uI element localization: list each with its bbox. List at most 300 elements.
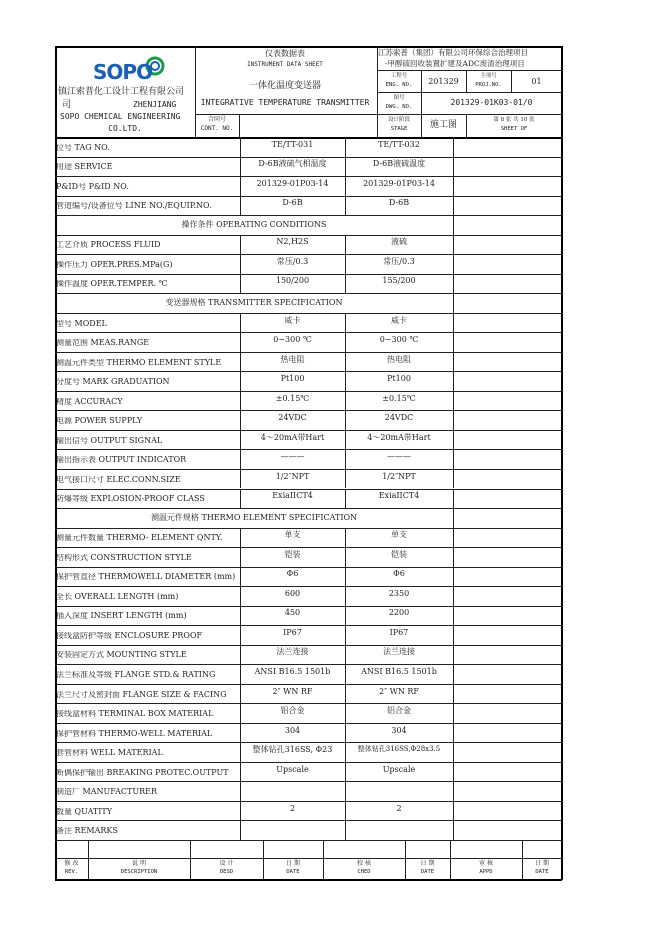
v-rule	[345, 801, 346, 821]
dwg-no-value: 201329-01K03-01/0	[450, 98, 533, 107]
project-name-line1: 江苏索普（集团）有限公司环保综合治理项目	[378, 48, 528, 57]
v-rule	[240, 820, 241, 840]
value-cell-2: ANSI B16.5 1501b	[361, 667, 437, 676]
value-cell-1: 600	[284, 588, 301, 598]
stage-label-cn: 设计阶段	[387, 117, 410, 123]
data-sheet	[55, 46, 562, 880]
value-cell-2: 304	[391, 725, 407, 735]
v-rule	[421, 70, 422, 137]
v-rule	[263, 840, 264, 880]
h-rule	[55, 586, 562, 587]
value-cell-1: D-6B液硫气相温度	[258, 159, 327, 169]
row-label: 精度 ACCURACY	[56, 397, 123, 406]
v-rule	[453, 430, 454, 450]
v-rule	[453, 528, 454, 548]
row-label: 安装固定方式 MOUNTING STYLE	[56, 651, 187, 660]
value-cell-2: 2200	[388, 608, 410, 618]
v-rule	[88, 840, 89, 880]
row-label: 法兰尺寸及密封面 FLANGE SIZE & FACING	[56, 690, 227, 699]
v-rule	[240, 567, 241, 587]
row-label: 保护管材料 THERMO-WELL MATERIAL	[56, 729, 213, 738]
v-rule	[453, 586, 454, 606]
v-rule	[240, 645, 241, 665]
revision-header-en: DATE	[286, 869, 300, 875]
v-rule	[240, 410, 241, 430]
h-rule	[55, 762, 562, 763]
v-rule	[345, 781, 346, 801]
dwg-no-label-en: DWG. NO.	[385, 104, 413, 110]
row-label: 电气接口尺寸 ELEC.CONN.SIZE	[56, 475, 181, 484]
v-rule	[453, 703, 454, 723]
value-cell-1: 304	[284, 725, 301, 735]
v-rule	[345, 430, 346, 450]
device-name-cn: 一体化温度变送器	[248, 81, 321, 91]
v-rule	[453, 664, 454, 684]
value-cell-1: IP67	[283, 627, 302, 637]
row-label: 保护管直径 THERMOWELL DIAMETER (mm)	[56, 573, 236, 582]
v-rule	[453, 547, 454, 567]
value-cell-1: 150/200	[275, 276, 310, 286]
value-cell-2: IP67	[389, 627, 409, 637]
row-label: 全长 OVERALL LENGTH (mm)	[56, 592, 179, 601]
revision-header-en: DATE	[535, 869, 549, 875]
row-label: 测量范围 MEAS.RANGE	[56, 339, 150, 348]
v-rule	[453, 157, 454, 177]
v-rule	[453, 684, 454, 704]
v-rule	[345, 820, 346, 840]
h-rule	[55, 157, 562, 158]
v-rule	[345, 703, 346, 723]
h-rule	[55, 703, 562, 704]
v-rule	[453, 801, 454, 821]
value-cell-2: 威卡	[391, 315, 407, 325]
section-title: 测温元件规格 THERMO ELEMENT SPECIFICATION	[150, 512, 358, 522]
h-rule	[55, 352, 562, 353]
v-rule	[345, 352, 346, 372]
v-rule	[453, 723, 454, 743]
stage-value: 施工图	[429, 120, 457, 130]
row-label: 插入深度 INSERT LENGTH (mm)	[56, 612, 187, 621]
v-rule	[240, 469, 241, 489]
row-label: 电源 POWER SUPPLY	[56, 417, 143, 426]
v-rule	[450, 840, 451, 880]
v-rule	[453, 508, 454, 528]
v-rule	[453, 352, 454, 372]
proj-no-label-en: PROJ.NO.	[475, 82, 502, 88]
v-rule	[345, 332, 346, 352]
v-rule	[240, 137, 241, 157]
v-rule	[240, 664, 241, 684]
value-cell-1: ANSI B16.5 1501b	[254, 667, 331, 676]
sheet-title-en: INSTRUMENT DATA SHEET	[247, 61, 323, 68]
row-label: 型号 MODEL	[56, 319, 107, 328]
value-cell-1: 0~300 ℃	[273, 335, 312, 345]
h-rule	[55, 567, 562, 568]
value-cell-2: ———	[387, 452, 411, 462]
h-rule	[55, 528, 562, 529]
company-name-cn-line2: 司	[62, 100, 72, 110]
h-rule	[55, 858, 562, 859]
value-cell-2: 2″ WN RF	[379, 686, 419, 696]
v-rule	[345, 196, 346, 216]
section-title: 变送器规格 TRANSMITTER SPECIFICATION	[165, 297, 343, 307]
v-rule	[240, 684, 241, 704]
v-rule	[453, 781, 454, 801]
revision-header-cn: 校 核	[357, 860, 371, 867]
v-rule	[240, 176, 241, 196]
v-rule	[345, 645, 346, 665]
v-rule	[240, 781, 241, 801]
v-rule	[345, 762, 346, 782]
h-rule	[55, 645, 562, 646]
value-cell-2: D-6B液硫温度	[372, 159, 426, 169]
v-rule	[345, 586, 346, 606]
v-rule	[240, 762, 241, 782]
v-rule	[345, 567, 346, 587]
row-label: 测量元件数量 THERMO- ELEMENT QNTY.	[56, 534, 223, 543]
v-rule	[453, 137, 454, 157]
h-rule	[55, 606, 562, 607]
h-rule	[377, 114, 562, 115]
v-rule	[240, 625, 241, 645]
v-rule	[239, 114, 240, 137]
v-rule	[453, 215, 454, 235]
v-rule	[345, 176, 346, 196]
h-rule	[55, 196, 562, 197]
contract-label-en: CONT. NO.	[200, 125, 234, 132]
v-rule	[345, 625, 346, 645]
v-rule	[240, 196, 241, 216]
h-rule	[195, 114, 377, 115]
value-cell-1: 热电阻	[280, 354, 305, 364]
dwg-no-label-cn: 图号	[393, 95, 405, 101]
revision-header-cn: 日 期	[286, 860, 300, 867]
h-rule	[55, 801, 562, 802]
value-cell-1: ———	[280, 452, 305, 462]
value-cell-2: 整体钻孔316SS,Φ28x3.5	[357, 745, 441, 754]
v-rule	[453, 625, 454, 645]
eng-no-value: 201329	[428, 77, 459, 86]
v-rule	[240, 547, 241, 567]
logo-text: SOPO	[93, 60, 153, 84]
v-rule	[453, 313, 454, 333]
section-title: 操作条件 OPERATING CONDITIONS	[181, 219, 327, 229]
row-label: 位号 TAG NO.	[56, 143, 110, 152]
v-rule	[195, 46, 196, 137]
h-rule	[55, 664, 562, 665]
row-label: 制造厂 MANUFACTURER	[56, 788, 157, 797]
value-cell-2: 热电阻	[387, 354, 411, 364]
v-rule	[240, 528, 241, 548]
value-cell-2: 1/2″NPT	[382, 471, 416, 481]
v-rule	[453, 410, 454, 430]
value-cell-2: ExiaIICT4	[378, 491, 420, 501]
sheet-count-en: SHEET OF	[500, 126, 528, 132]
v-rule	[240, 430, 241, 450]
value-cell-1: 2	[289, 803, 296, 813]
v-rule	[453, 449, 454, 469]
value-cell-1: TE/TT-031	[271, 139, 314, 149]
v-rule	[345, 547, 346, 567]
value-cell-2: 法兰连接	[383, 647, 415, 657]
h-rule	[55, 879, 562, 881]
value-cell-2: Pt100	[387, 374, 411, 384]
revision-header-cn: 说 明	[132, 860, 146, 867]
h-rule	[55, 410, 562, 411]
value-cell-2: 常压/0.3	[383, 256, 415, 266]
row-label: 防爆等级 EXPLOSION-PROOF CLASS	[56, 495, 205, 504]
v-rule	[345, 449, 346, 469]
v-rule	[511, 70, 512, 92]
h-rule	[55, 469, 562, 470]
value-cell-1: 2″ WN RF	[272, 686, 313, 696]
contract-label-cn: 合同号	[207, 116, 226, 123]
v-rule	[240, 606, 241, 626]
value-cell-2: 2	[396, 803, 402, 813]
v-rule	[240, 254, 241, 274]
row-label: 备注 REMARKS	[56, 827, 118, 836]
v-rule	[466, 114, 467, 137]
row-label: 操作温度 OPER.TEMPER. ℃	[56, 280, 168, 289]
v-rule	[345, 391, 346, 411]
value-cell-1: ±0.15℃	[275, 393, 310, 403]
h-rule	[55, 723, 562, 724]
row-label: P&ID号 P&ID NO.	[56, 182, 129, 191]
revision-header-en: DESD	[219, 869, 234, 875]
v-rule	[345, 137, 346, 157]
v-rule	[240, 157, 241, 177]
value-cell-2: 2350	[388, 588, 410, 598]
row-label: 接线盒材料 TERMINAL BOX MATERIAL	[56, 710, 214, 719]
row-label: 套管材料 WELL MATERIAL	[56, 749, 163, 758]
v-rule	[453, 820, 454, 840]
v-rule	[55, 46, 57, 880]
v-rule	[345, 469, 346, 489]
v-rule	[345, 235, 346, 255]
h-rule	[55, 176, 562, 177]
v-rule	[453, 274, 454, 294]
v-rule	[453, 567, 454, 587]
value-cell-2: 铝合金	[387, 706, 411, 716]
value-cell-2: D-6B	[388, 198, 410, 208]
v-rule	[453, 762, 454, 782]
project-name-line2: -甲醇硫回收装置扩建及ADC废渣治理项目	[385, 59, 525, 68]
value-cell-2: Φ6	[393, 569, 405, 579]
v-rule	[453, 371, 454, 391]
h-rule	[55, 274, 562, 275]
v-rule	[453, 293, 454, 313]
company-name-en: SOPO CHEMICAL ENGINEERING	[60, 112, 181, 121]
value-cell-2: Upscale	[382, 764, 416, 774]
v-rule	[345, 664, 346, 684]
v-rule	[345, 254, 346, 274]
v-rule	[453, 742, 454, 762]
h-rule	[377, 92, 562, 93]
h-rule	[55, 215, 562, 216]
sheet-title-cn: 仪表数据表	[265, 49, 305, 58]
value-cell-2: 单支	[391, 530, 407, 540]
v-rule	[240, 235, 241, 255]
h-rule	[55, 137, 562, 139]
v-rule	[240, 586, 241, 606]
h-rule	[55, 391, 562, 392]
row-label: 法兰标准及等级 FLANGE STD.& RATING	[56, 671, 216, 679]
company-name-cn: 镇江索普化工设计工程有限公司	[58, 87, 185, 97]
value-cell-1: 450	[284, 608, 301, 618]
device-name-en: INTEGRATIVE TEMPERATURE TRANSMITTER	[200, 98, 370, 107]
row-label: 用途 SERVICE	[56, 163, 113, 172]
v-rule	[240, 391, 241, 411]
proj-no-label-cn: 主项号	[480, 73, 497, 79]
value-cell-2: 201329-01P03-14	[363, 178, 435, 188]
v-rule	[240, 801, 241, 821]
h-rule	[377, 70, 562, 71]
h-rule	[55, 332, 562, 333]
v-rule	[345, 410, 346, 430]
v-rule	[240, 352, 241, 372]
value-cell-1: Φ6	[286, 569, 299, 579]
h-rule	[55, 489, 562, 490]
v-rule	[345, 723, 346, 743]
h-rule	[55, 625, 562, 626]
v-rule	[240, 332, 241, 352]
h-rule	[55, 742, 562, 743]
v-rule	[453, 176, 454, 196]
revision-header-cn: 日 期	[535, 860, 549, 867]
revision-header-cn: 审 核	[479, 860, 493, 867]
revision-header-cn: 设 计	[219, 860, 234, 867]
row-label: 工艺介质 PROCESS FLUID	[56, 241, 161, 250]
h-rule	[55, 508, 562, 509]
proj-no-value: 01	[531, 77, 542, 86]
value-cell-2: 4～20mA带Hart	[367, 432, 431, 442]
value-cell-2: 24VDC	[384, 413, 414, 423]
v-rule	[323, 840, 324, 880]
v-rule	[453, 606, 454, 626]
value-cell-1: 1/2″NPT	[275, 471, 310, 481]
v-rule	[345, 528, 346, 548]
v-rule	[453, 391, 454, 411]
v-rule	[240, 449, 241, 469]
eng-no-label-cn: 工程号	[390, 73, 408, 79]
row-label: 操作压力 OPER.PRES.MPa(G)	[56, 260, 173, 269]
value-cell-1: 威卡	[284, 315, 301, 325]
revision-header-en: DESCRIPTION	[120, 869, 158, 875]
v-rule	[240, 489, 241, 509]
v-rule	[345, 489, 346, 509]
value-cell-1: 4～20mA带Hart	[260, 432, 325, 442]
value-cell-2: 铠装	[391, 549, 407, 559]
v-rule	[345, 371, 346, 391]
h-rule	[55, 254, 562, 255]
value-cell-1: 法兰连接	[276, 647, 309, 657]
h-rule	[55, 840, 562, 841]
v-rule	[240, 274, 241, 294]
value-cell-1: ExiaIICT4	[272, 491, 313, 501]
eng-no-label-en: ENG. NO.	[385, 82, 413, 88]
row-label: 接线盒防护等级 ENCLOSURE PROOF	[56, 631, 203, 640]
h-rule	[55, 293, 562, 294]
h-rule	[55, 820, 562, 821]
h-rule	[55, 547, 562, 548]
value-cell-2: 155/200	[382, 276, 416, 286]
company-name-en-line2: CO.LTD.	[108, 124, 142, 133]
row-label: 分度号 MARK GRADUATION	[56, 378, 170, 387]
value-cell-1: N2,H2S	[276, 237, 309, 247]
v-rule	[240, 371, 241, 391]
value-cell-2: 液硫	[391, 237, 407, 247]
value-cell-2: TE/TT-032	[378, 139, 420, 149]
v-rule	[190, 840, 191, 880]
value-cell-1: 常压/0.3	[276, 256, 309, 266]
value-cell-1: Pt100	[280, 374, 305, 384]
revision-header-en: DATE	[420, 869, 435, 875]
stage-label-en: STAGE	[390, 126, 408, 132]
value-cell-1: Upscale	[276, 764, 309, 774]
company-city: ZHENJIANG	[133, 100, 177, 109]
value-cell-1: 整体钻孔316SS, Φ23	[252, 745, 333, 755]
row-label: 输出指示表 OUTPUT INDICATOR	[56, 456, 187, 465]
row-label: 输出信号 OUTPUT SIGNAL	[56, 436, 163, 445]
v-rule	[453, 332, 454, 352]
h-rule	[55, 781, 562, 782]
v-rule	[453, 254, 454, 274]
v-rule	[345, 742, 346, 762]
v-rule	[240, 742, 241, 762]
h-rule	[55, 235, 562, 236]
row-label: 断偶保护输出 BREAKING PROTEC.OUTPUT	[56, 768, 229, 777]
v-rule	[345, 606, 346, 626]
v-rule	[453, 196, 454, 216]
value-cell-2: ±0.15℃	[382, 393, 416, 403]
v-rule	[240, 703, 241, 723]
value-cell-1: 铠装	[284, 549, 301, 559]
h-rule	[55, 430, 562, 431]
v-rule	[522, 840, 523, 880]
v-rule	[453, 235, 454, 255]
h-rule	[55, 313, 562, 314]
row-label: 测温元件类型 THERMO ELEMENT STYLE	[56, 358, 222, 367]
value-cell-1: 铝合金	[280, 706, 305, 716]
grid-lines	[55, 46, 562, 880]
value-cell-1: D-6B	[282, 198, 303, 208]
row-label: 数量 QUATITY	[56, 807, 113, 816]
v-rule	[345, 274, 346, 294]
h-rule	[55, 684, 562, 685]
v-rule	[240, 313, 241, 333]
row-label: 结构形式 CONSTRUCTION STYLE	[56, 553, 192, 562]
v-rule	[453, 489, 454, 509]
revision-header-en: APPD	[479, 869, 493, 875]
sheet-count-cn: 第 8 张 共 10 张	[493, 117, 535, 123]
revision-header-en: REV.	[64, 869, 79, 875]
v-rule	[405, 840, 406, 880]
revision-header-en: CHED	[357, 869, 371, 875]
v-rule	[453, 645, 454, 665]
v-rule	[561, 46, 563, 880]
revision-header-cn: 日 期	[420, 860, 435, 867]
value-cell-1: 201329-01P03-14	[256, 178, 329, 188]
v-rule	[345, 313, 346, 333]
v-rule	[453, 469, 454, 489]
value-cell-2: 0~300 ℃	[379, 335, 419, 345]
h-rule	[55, 449, 562, 450]
row-label: 管道编号/设备位号 LINE NO./EQUIP.NO.	[56, 202, 212, 211]
v-rule	[466, 70, 467, 92]
v-rule	[345, 684, 346, 704]
v-rule	[345, 157, 346, 177]
h-rule	[55, 46, 562, 48]
